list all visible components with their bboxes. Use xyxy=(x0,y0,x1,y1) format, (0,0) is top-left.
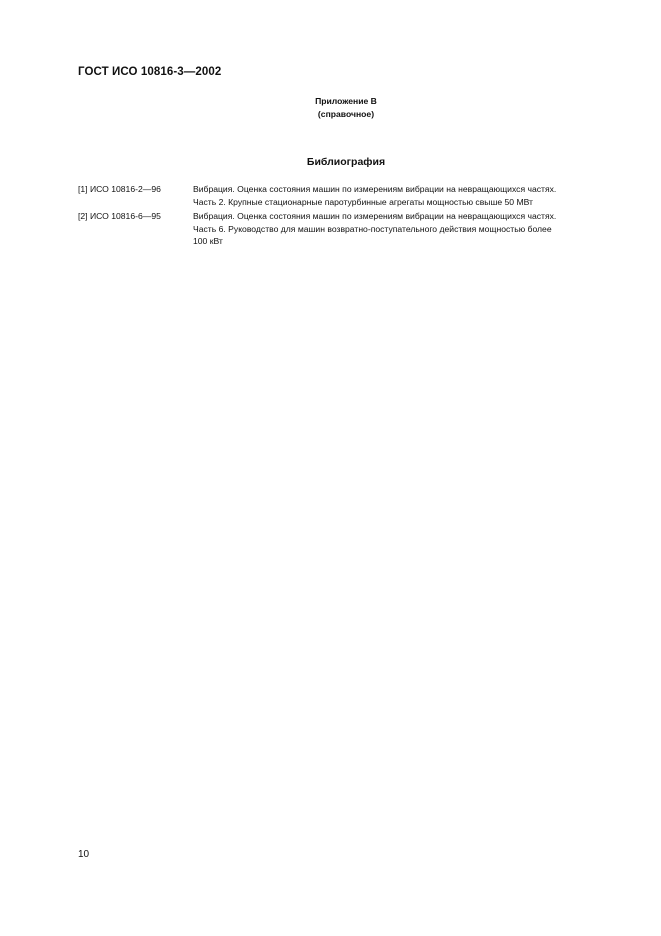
bibliography-entry-line: Вибрация. Оценка состояния машин по измерениям вибрации на невращающихся частях. xyxy=(193,184,557,194)
bibliography-heading: Библиография xyxy=(306,156,386,168)
appendix-title: Приложение В xyxy=(315,96,377,106)
bibliography-entry-text xyxy=(193,210,618,248)
bibliography-entry-line: Вибрация. Оценка состояния машин по измерениям вибрации на невращающихся частях. xyxy=(193,211,557,221)
bibliography-entry-line: Часть 6. Руководство для машин возвратно-поступательного действия мощностью более xyxy=(193,223,552,234)
bibliography-entry-id: [2] ИСО 10816-6—95 xyxy=(78,211,161,221)
page-number: 10 xyxy=(78,849,90,860)
bibliography-entry-line: Часть 2. Крупные стационарные паротурбинные агрегаты мощностью свыше 50 МВт xyxy=(193,196,533,207)
bibliography-entry-line: 100 кВт xyxy=(193,236,223,246)
appendix-subtitle: (справочное) xyxy=(317,109,375,119)
bibliography-entry-text xyxy=(193,183,618,208)
document-code: ГОСТ ИСО 10816-3—2002 xyxy=(78,66,222,78)
bibliography-entry-id: [1] ИСО 10816-2—96 xyxy=(78,184,161,194)
